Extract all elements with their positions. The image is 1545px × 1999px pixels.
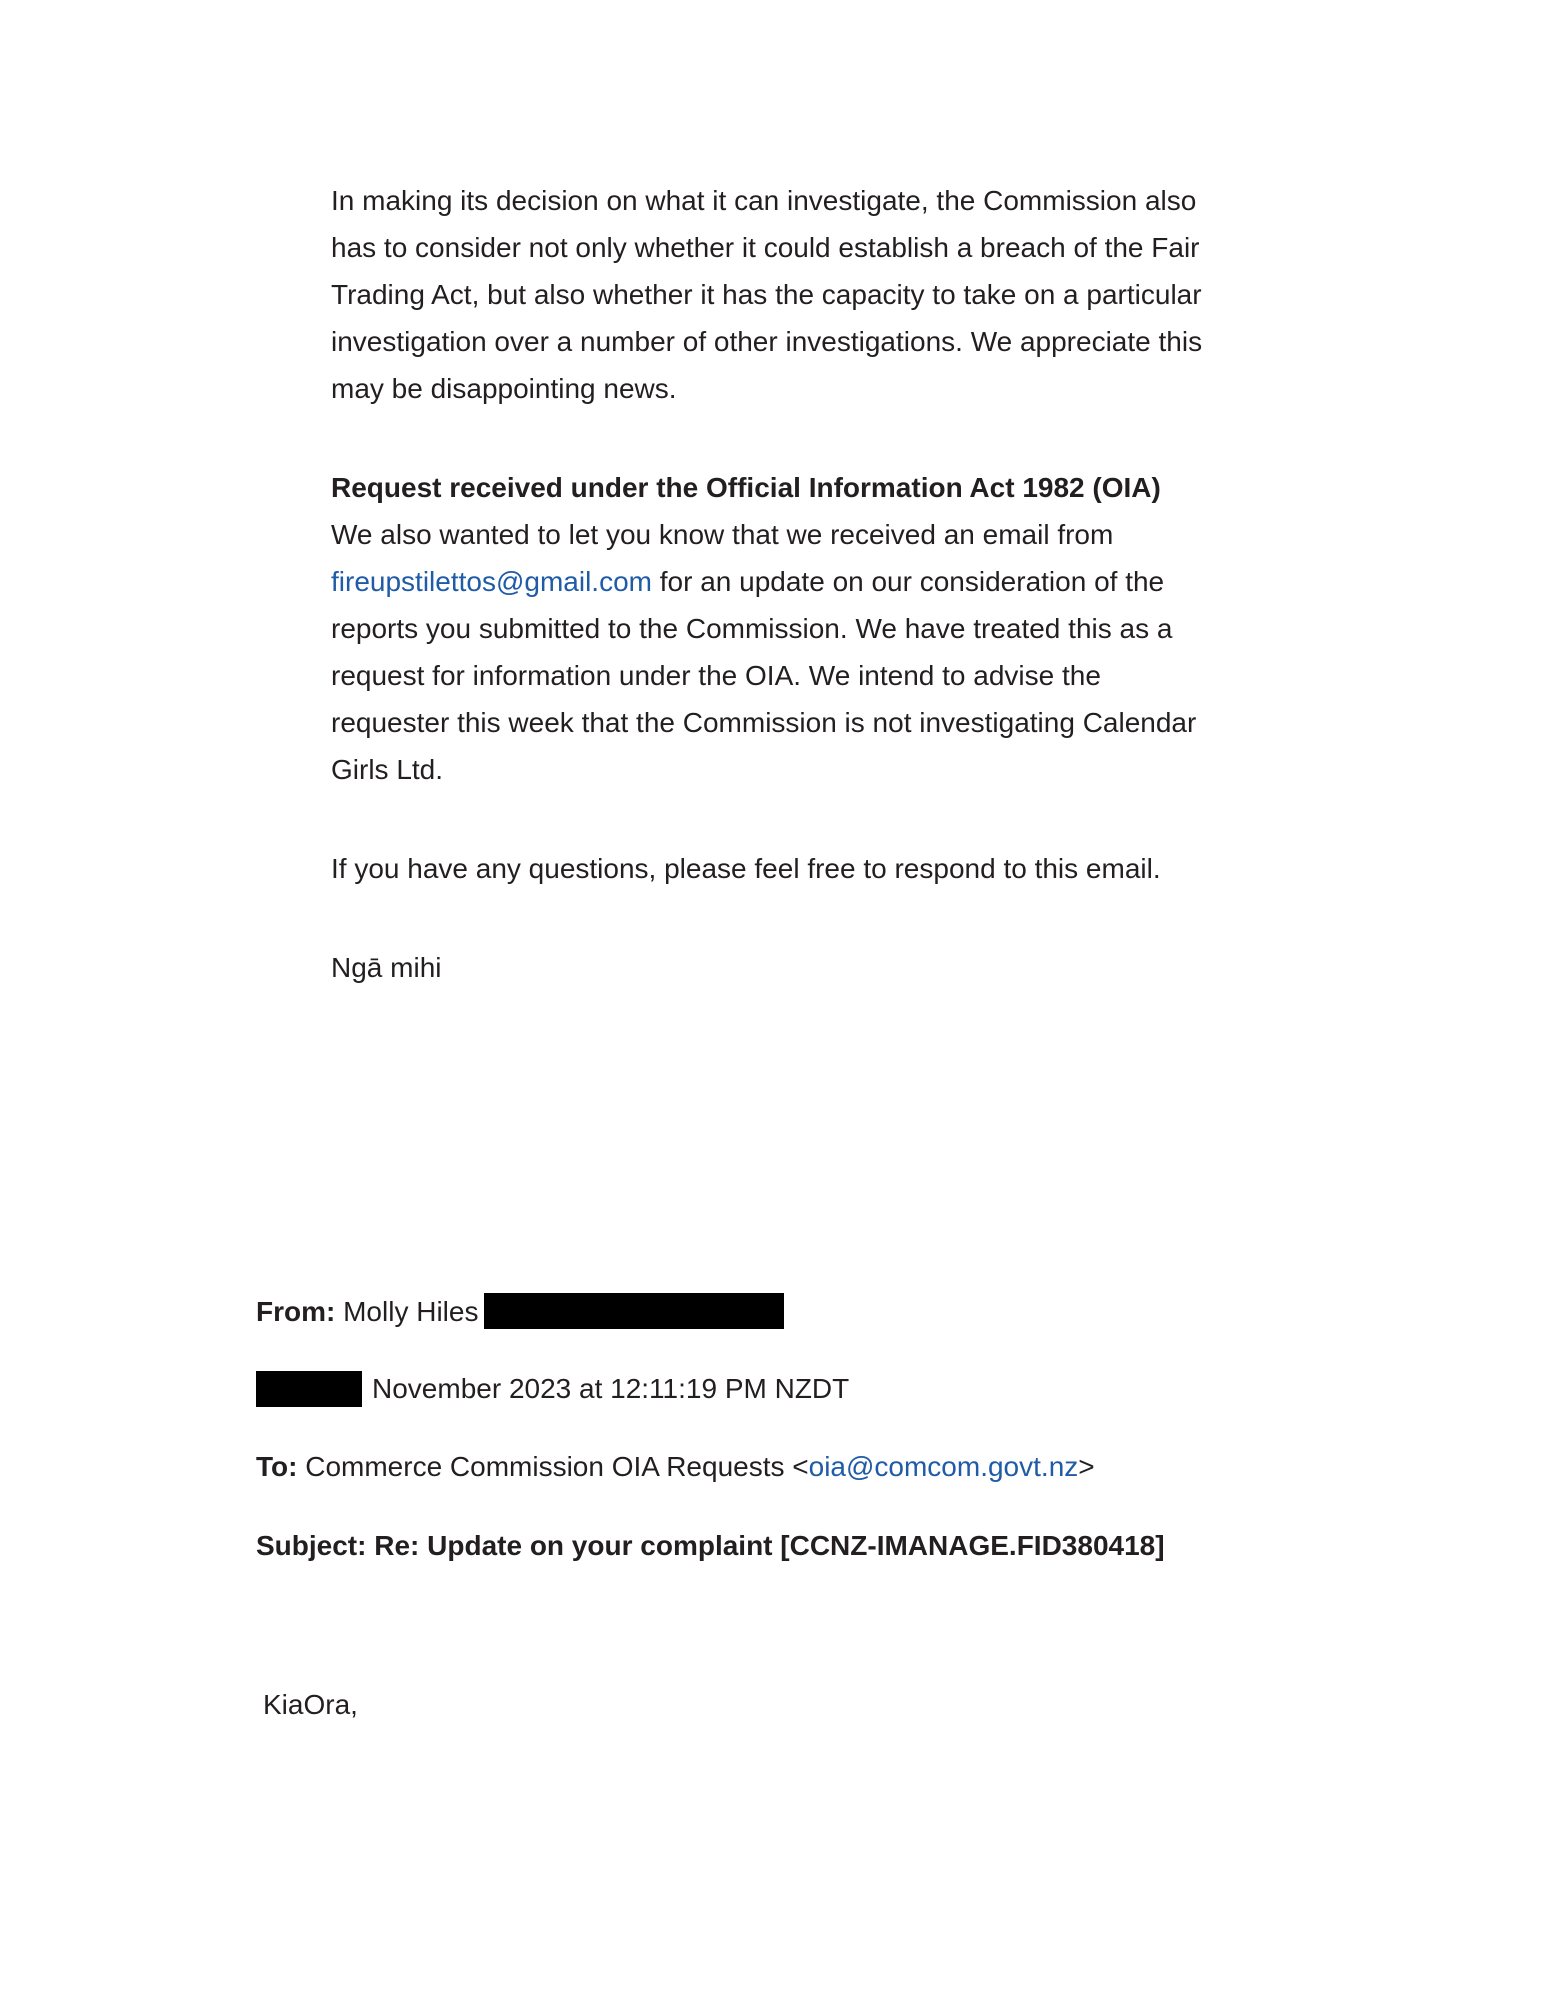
to-email-link[interactable]: oia@comcom.govt.nz bbox=[808, 1451, 1079, 1482]
to-line bbox=[256, 1447, 1095, 1487]
from-label: From: bbox=[256, 1296, 336, 1327]
to-close: > bbox=[1078, 1451, 1095, 1482]
questions-paragraph: If you have any questions, please feel free to respond to this email. bbox=[331, 853, 1161, 884]
signoff: Ngā mihi bbox=[331, 952, 442, 983]
to-label: To: bbox=[256, 1451, 298, 1482]
from-line bbox=[256, 1292, 784, 1332]
reply-greeting: KiaOra, bbox=[263, 1689, 358, 1720]
quoted-email-body bbox=[331, 177, 1211, 991]
oia-text-after-link: for an update on our consideration of the reports you submitted to the Commission. We have treated this as a request for information under the OIA. We intend to advise the requester this week that the Commission is not investigating Calendar Girls Ltd. bbox=[331, 566, 1197, 785]
subject-label: Subject: bbox=[256, 1530, 367, 1561]
decision-paragraph: In making its decision on what it can investigate, the Commission also has to consider not only whether it could establish a breach of the Fair Trading Act, but also whether it has the capacity to take on a particular investigation over a number of other investigations. We appreciate this may be disappointing news. bbox=[331, 185, 1203, 404]
subject-value: Re: Update on your complaint [CCNZ-IMANAGE.FID380418] bbox=[374, 1530, 1165, 1561]
oia-text-before-link: We also wanted to let you know that we received an email from bbox=[331, 519, 1114, 550]
oia-paragraph bbox=[331, 464, 1211, 793]
subject-line bbox=[256, 1526, 1165, 1566]
redacted-email-block bbox=[484, 1293, 784, 1329]
requester-email-link[interactable]: fireupstilettos@gmail.com bbox=[331, 566, 652, 597]
sent-line bbox=[256, 1369, 849, 1409]
oia-heading: Request received under the Official Information Act 1982 (OIA) bbox=[331, 472, 1161, 503]
to-name: Commerce Commission OIA Requests < bbox=[305, 1451, 809, 1482]
redacted-date-block bbox=[256, 1371, 362, 1407]
from-name: Molly Hiles bbox=[343, 1296, 479, 1327]
sent-value: November 2023 at 12:11:19 PM NZDT bbox=[372, 1373, 850, 1404]
